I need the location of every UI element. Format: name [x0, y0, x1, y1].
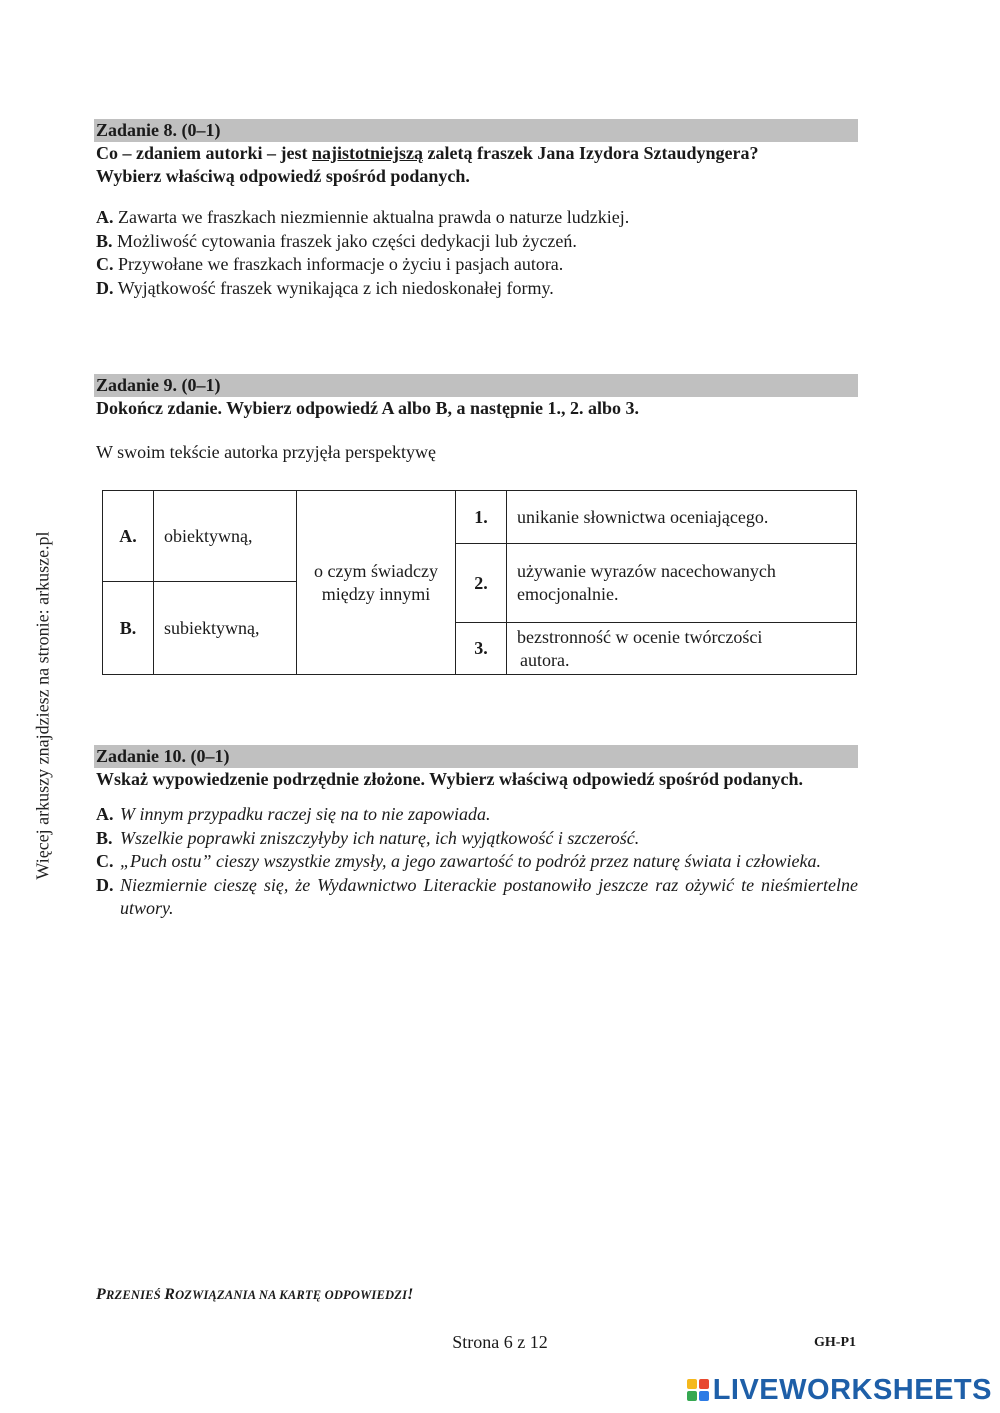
side-watermark-text	[32, 510, 54, 900]
task-8-header: Zadanie 8. (0–1)	[94, 119, 858, 142]
choice-3-text[interactable]	[507, 623, 857, 675]
task-9-choice-table	[102, 490, 857, 675]
choice-2-number[interactable]: 2.	[456, 544, 507, 623]
option-letter: A.	[96, 207, 114, 227]
note-cap-1: P	[96, 1286, 106, 1303]
option-text: Wszelkie poprawki zniszczyłyby ich naturę, ich wyjątkowość i szczerość.	[120, 827, 640, 848]
note-end: !	[407, 1286, 414, 1303]
task-8-options	[94, 206, 858, 300]
option-text: „Puch ostu” cieszy wszystkie zmysły, a jego zawartość to podróż przez naturę świata i człowieka.	[120, 851, 821, 871]
choice-1-text[interactable]: unikanie słownictwa oceniającego.	[507, 491, 857, 544]
choice-1-number[interactable]: 1.	[456, 491, 507, 544]
option-letter: C.	[96, 254, 114, 274]
choice-3-line-1: bezstronność w ocenie twórczości	[517, 626, 763, 647]
side-text: Więcej arkuszy znajdziesz na stronie: arkusze.pl	[32, 530, 53, 880]
logo-text: LIVEWORKSHEETS	[712, 1373, 992, 1406]
option-a[interactable]	[96, 206, 858, 230]
option-text: Przywołane we fraszkach informacje o życiu i pasjach autora.	[118, 254, 564, 274]
connector-line-1: o czym świadczy	[314, 560, 438, 581]
option-a[interactable]	[96, 803, 858, 827]
choice-b-text[interactable]: subiektywną,	[154, 582, 297, 675]
choice-2-line-1: używanie wyrazów nacechowanych	[517, 561, 776, 581]
logo-square	[687, 1379, 697, 1389]
option-text: W innym przypadku raczej się na to nie zapowiada.	[120, 804, 491, 824]
question-text-end: zaletą fraszek Jana Izydora Sztaudyngera?	[422, 143, 759, 163]
option-letter: D.	[96, 874, 114, 895]
task-8	[94, 119, 858, 300]
choice-3-line-2: autora.	[520, 649, 570, 670]
note-small-1: RZENIEŚ	[105, 1288, 165, 1302]
option-b[interactable]	[96, 230, 858, 254]
task-10	[94, 745, 858, 921]
connector-cell	[297, 491, 456, 675]
task-8-instruction: Wybierz właściwą odpowiedź spośród podanych.	[96, 166, 470, 186]
logo-square	[699, 1391, 709, 1401]
exam-code: GH-P1	[814, 1335, 856, 1350]
question-underlined: najistotniejszą	[311, 143, 423, 163]
task-10-instruction: Wskaż wypowiedzenie podrzędnie złożone. Wybierz właściwą odpowiedź spośród podanych.	[96, 769, 804, 789]
task-9-header: Zadanie 9. (0–1)	[94, 374, 858, 397]
choice-a-text[interactable]: obiektywną,	[154, 491, 297, 582]
option-letter: D.	[96, 277, 114, 298]
question-text: Co – zdaniem autorki – jest	[96, 143, 312, 163]
option-text: Zawarta we fraszkach niezmiennie aktualna prawda o naturze ludzkiej.	[118, 207, 630, 227]
note-cap-2: R	[164, 1286, 176, 1303]
task-8-question	[94, 142, 858, 188]
task-9-lead: W swoim tekście autorka przyjęła perspektywę	[96, 442, 437, 462]
note-small-2: OZWIĄZANIA NA KARTĘ ODPOWIEDZI	[175, 1288, 408, 1302]
option-d[interactable]	[96, 874, 858, 921]
option-c[interactable]	[96, 253, 858, 277]
option-text: Niezmiernie cieszę się, że Wydawnictwo Literackie postanowiło jeszcze raz ożywić te nieśmiertelne utwory.	[120, 874, 858, 918]
task-10-header: Zadanie 10. (0–1)	[94, 745, 858, 768]
connector-line-2: między innymi	[321, 583, 431, 604]
task-9-instruction: Dokończ zdanie. Wybierz odpowiedź A albo B, a następnie 1., 2. albo 3.	[96, 398, 640, 418]
option-letter: B.	[96, 230, 113, 251]
task-10-options	[94, 803, 858, 921]
transfer-answers-note	[96, 1286, 414, 1304]
option-letter: A.	[96, 804, 114, 824]
logo-square	[699, 1379, 709, 1389]
liveworksheets-logo[interactable]	[687, 1373, 992, 1407]
option-letter: B.	[96, 827, 113, 848]
option-text: Możliwość cytowania fraszek jako części dedykacji lub życzeń.	[117, 230, 577, 251]
choice-2-line-2: emocjonalnie.	[517, 584, 619, 604]
page-number: Strona 6 z 12	[452, 1332, 548, 1352]
choice-2-text[interactable]	[507, 544, 857, 623]
option-d[interactable]	[96, 277, 858, 301]
option-b[interactable]	[96, 827, 858, 851]
logo-square	[687, 1391, 697, 1401]
option-letter: C.	[96, 851, 114, 871]
option-c[interactable]	[96, 850, 858, 874]
task-9	[94, 374, 858, 463]
choice-3-number[interactable]: 3.	[456, 623, 507, 675]
choice-a-letter[interactable]: A.	[103, 491, 154, 582]
choice-b-letter[interactable]: B.	[103, 582, 154, 675]
logo-grid-icon	[687, 1379, 709, 1401]
option-text: Wyjątkowość fraszek wynikająca z ich niedoskonałej formy.	[117, 277, 554, 298]
